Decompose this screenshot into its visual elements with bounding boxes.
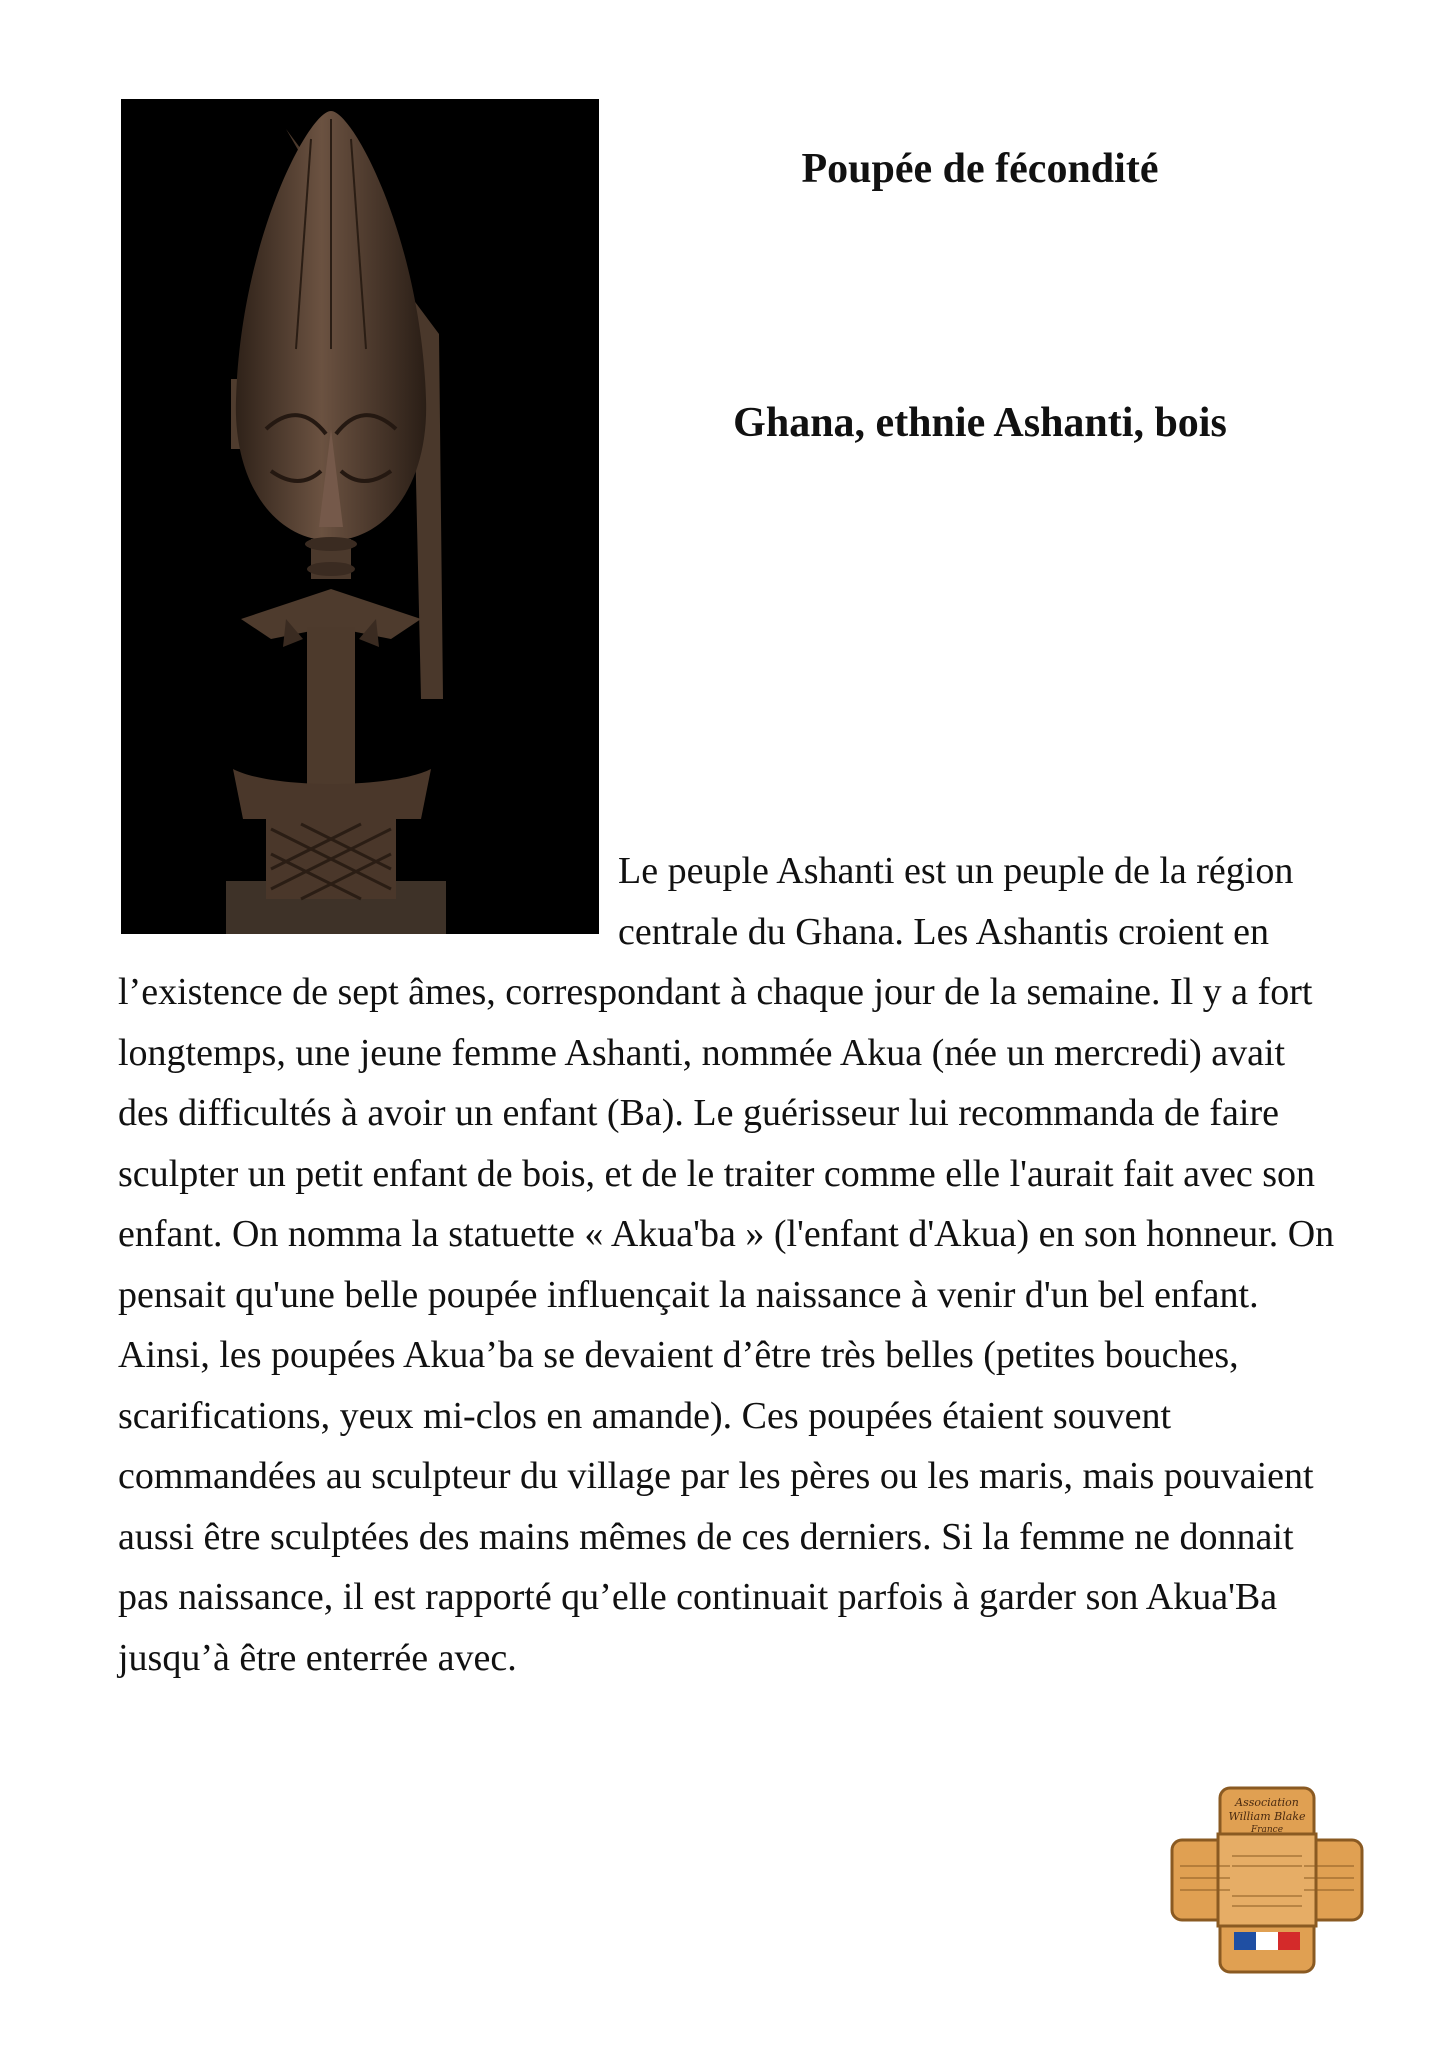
seal-line-3: France xyxy=(1250,1825,1284,1835)
body-text: Le peuple Ashanti est un peuple de la région centrale du Ghana. Les Ashantis croient en l’existence de sept âmes, correspondant à chaque jour de la semaine. Il y a fort longtemps, une jeune femme Ashanti, nommée Akua (née un mercredi) avait des difficultés à avoir un enfant (Ba). Le guérisseur lui recommanda de faire sculpter un petit enfant de bois, et de le traiter comme elle l'aurait fait avec son enfant. On nomma la statuette « Akua'ba » (l'enfant d'Akua) en son honneur. On pensait qu'une belle poupée influençait la naissance à venir d'un bel enfant. Ainsi, les poupées Akua’ba se devaient d’être très belles (petites bouches, scarifications, yeux mi-clos en amande). Ces poupées étaient souvent commandées au sculpteur du village par les pères ou les maris, mais pouvaient aussi être sculptées des mains mêmes de ces derniers. Si la femme ne donnait pas naissance, il est rapporté qu’elle continuait parfois à garder son Akua'Ba jusqu’à être enterrée avec. xyxy=(118,850,1335,1679)
body-paragraph xyxy=(118,841,1343,1688)
image-wrap-spacer xyxy=(118,841,618,961)
document-subtitle: Ghana, ethnie Ashanti, bois xyxy=(733,400,1227,446)
association-seal-logo xyxy=(1170,1786,1364,1974)
akuaba-statuette-photo xyxy=(121,99,599,934)
document-title: Poupée de fécondité xyxy=(801,146,1159,192)
seal-line-1: Association xyxy=(1235,1796,1299,1809)
seal-line-2: William Blake xyxy=(1228,1810,1306,1823)
